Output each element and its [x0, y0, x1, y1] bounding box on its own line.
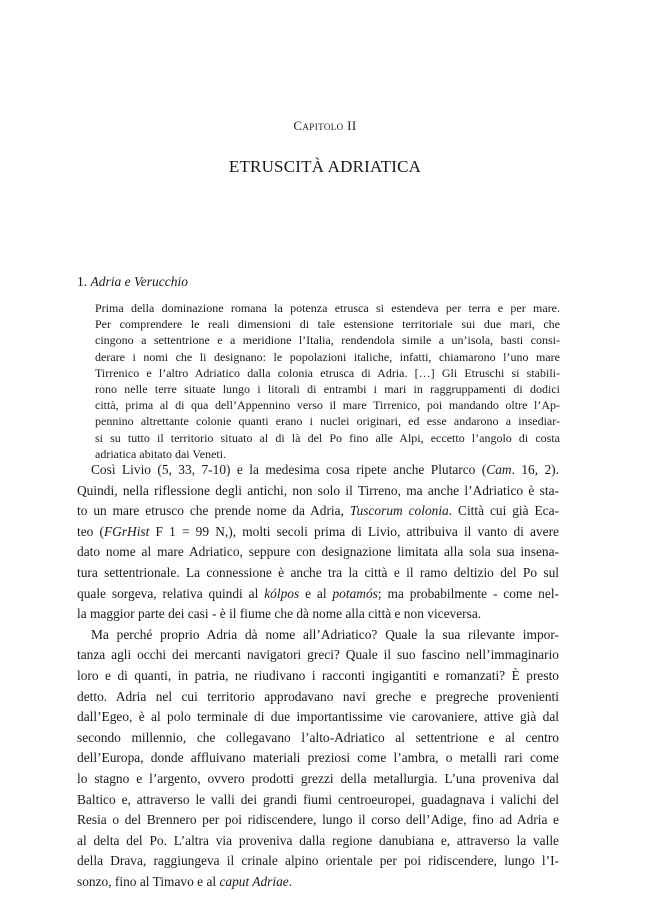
text-run: . Città cui già Eca- [448, 503, 559, 519]
section-heading [77, 274, 188, 290]
quote-line: adriatica abitato dai Veneti. [95, 446, 227, 461]
body-line [77, 748, 559, 769]
body-line [77, 769, 559, 790]
text-run: secondo millennio, che collegavano l’alto-Adriatico al settentrione e al centro [77, 729, 559, 745]
quote-line: rono nelle terre situate lungo i litorali di entrambi i mari in raggruppamenti di dodici [95, 382, 560, 397]
body-text [77, 460, 559, 892]
italic-term: potamós [332, 585, 378, 601]
chapter-label: Capitolo II [293, 118, 357, 133]
body-line [77, 584, 559, 605]
body-line [77, 481, 559, 502]
text-run: quale sorgeva, relativa quindi al [77, 585, 265, 601]
body-line [77, 831, 559, 852]
text-run: loro e di quanti, in patria, ne riudivano i racconti ingigantiti e romanzati? È presto [77, 667, 559, 683]
body-line [77, 851, 559, 872]
italic-term: Tuscorum colonia [349, 503, 449, 519]
text-run: lo stagno e l’argento, ovvero prodotti grezzi della metallurgia. L’una proveniva dal [77, 770, 559, 786]
text-run: Baltico e, attraverso le valli dei grandi fiumi centroeuropei, guadagnava i valichi del [77, 791, 559, 807]
text-run: tura settentrionale. La connessione è anche tra la città e il ramo deltizio del Po sul [77, 564, 559, 580]
body-line [77, 645, 559, 666]
quote-line: si su tutto il territorio situato al di là del Po fino alle Alpi, eccetto l’angolo di costa [95, 430, 560, 445]
quote-line: derare i nomi che li designano: le popolazioni italiche, infatti, chiamarono l’uno mare [95, 349, 560, 364]
text-run: to un mare etrusco che prende nome da Adria, [77, 503, 350, 519]
text-run: tanza agli occhi dei mercanti navigatori greci? Quale il suo fascino nell’immaginario [77, 647, 559, 663]
body-line [77, 810, 559, 831]
body-line [77, 728, 559, 749]
quote-line: cingono a settentrione e a meridione l’Italia, rendendola simile a un’isola, basti consi- [95, 333, 560, 348]
section-title: Adria e Verucchio [90, 274, 188, 289]
text-run: Resia o del Brennero per poi ridiscendere, lungo il corso dell’Adige, fino ad Adria e [77, 812, 559, 828]
italic-term: kólpos [264, 585, 300, 601]
text-run: . 16, 2). [511, 462, 559, 477]
text-run: Così Livio (5, 33, 7-10) e la medesima cosa ripete anche Plutarco ( [91, 462, 487, 477]
body-line [77, 563, 559, 584]
text-run: . [288, 873, 293, 889]
body-line [77, 542, 559, 563]
text-run: Ma perché proprio Adria dà nome all’Adriatico? Quale la sua rilevante impor- [91, 626, 559, 642]
body-line [77, 501, 559, 522]
quote-line: Tirrenico e l’altro Adriatico dalla colonia etrusca di Adria. […] Gli Etruschi si stabili- [95, 365, 560, 380]
body-line [77, 707, 559, 728]
paragraph-1 [77, 460, 559, 625]
quote-line: pennino altrettante colonie quanti erano i nuclei originari, ed esse andarono a insediar- [95, 414, 560, 429]
text-run: della Drava, raggiungeva il crinale alpino orientale per poi ridiscendere, lungo l’I- [77, 853, 559, 869]
section-number: 1. [77, 274, 88, 289]
text-run: dell’Europa, donde affluivano materiali preziosi come l’ambra, o metalli rari come [77, 750, 559, 766]
body-line [77, 666, 559, 687]
quote-line: città, prima al di qua dell’Appennino verso il mare Tirrenico, poi mandando oltre l’Ap- [95, 398, 560, 413]
body-line [77, 687, 559, 708]
text-run: dato nome al mare Adriatico, seppure con designazione limitata alla sola sua insena- [77, 544, 559, 560]
italic-term: FGrHist [103, 523, 150, 539]
body-line [77, 625, 559, 646]
text-run: sonzo, fino al Timavo e al [77, 873, 220, 889]
text-run: al delta del Po. L’altra via proveniva dalla regione danubiana e, attraverso la valle [77, 832, 559, 848]
text-run: e al [299, 585, 333, 601]
quote-line: Per comprendere le reali dimensioni di tale estensione territoriale sui due mari, che [95, 317, 560, 332]
quote-line: Prima della dominazione romana la potenza etrusca si estendeva per terra e per mare. [95, 301, 560, 315]
text-run: Quindi, nella riflessione degli antichi, non solo il Tirreno, ma anche l’Adriatico è sta- [77, 482, 559, 498]
text-run: ; ma probabilmente - come nel- [377, 585, 559, 601]
text-run: la maggior parte dei casi - è il fiume che dà nome alla città e non viceversa. [77, 606, 482, 622]
body-line [77, 790, 559, 811]
text-run: F 1 = 99 N,), molti secoli prima di Livio, attribuiva il vanto di avere [149, 523, 560, 539]
italic-term: caput Adriae [219, 873, 289, 889]
body-line [77, 604, 559, 625]
text-run: detto. Adria nel cui territorio approdavano navi greche e pregreche provenienti [77, 688, 559, 704]
body-line [77, 460, 559, 481]
text-run: teo ( [77, 523, 104, 539]
chapter-title: ETRUSCITÀ ADRIATICA [228, 157, 422, 176]
paragraph-2 [77, 625, 559, 893]
body-line [77, 522, 559, 543]
epigraph-quote [95, 300, 560, 462]
text-run: dall’Egeo, è al polo terminale di due importantissime vie carovaniere, attive già dal [77, 709, 559, 725]
italic-term: Cam [486, 462, 512, 477]
body-line [77, 872, 559, 893]
